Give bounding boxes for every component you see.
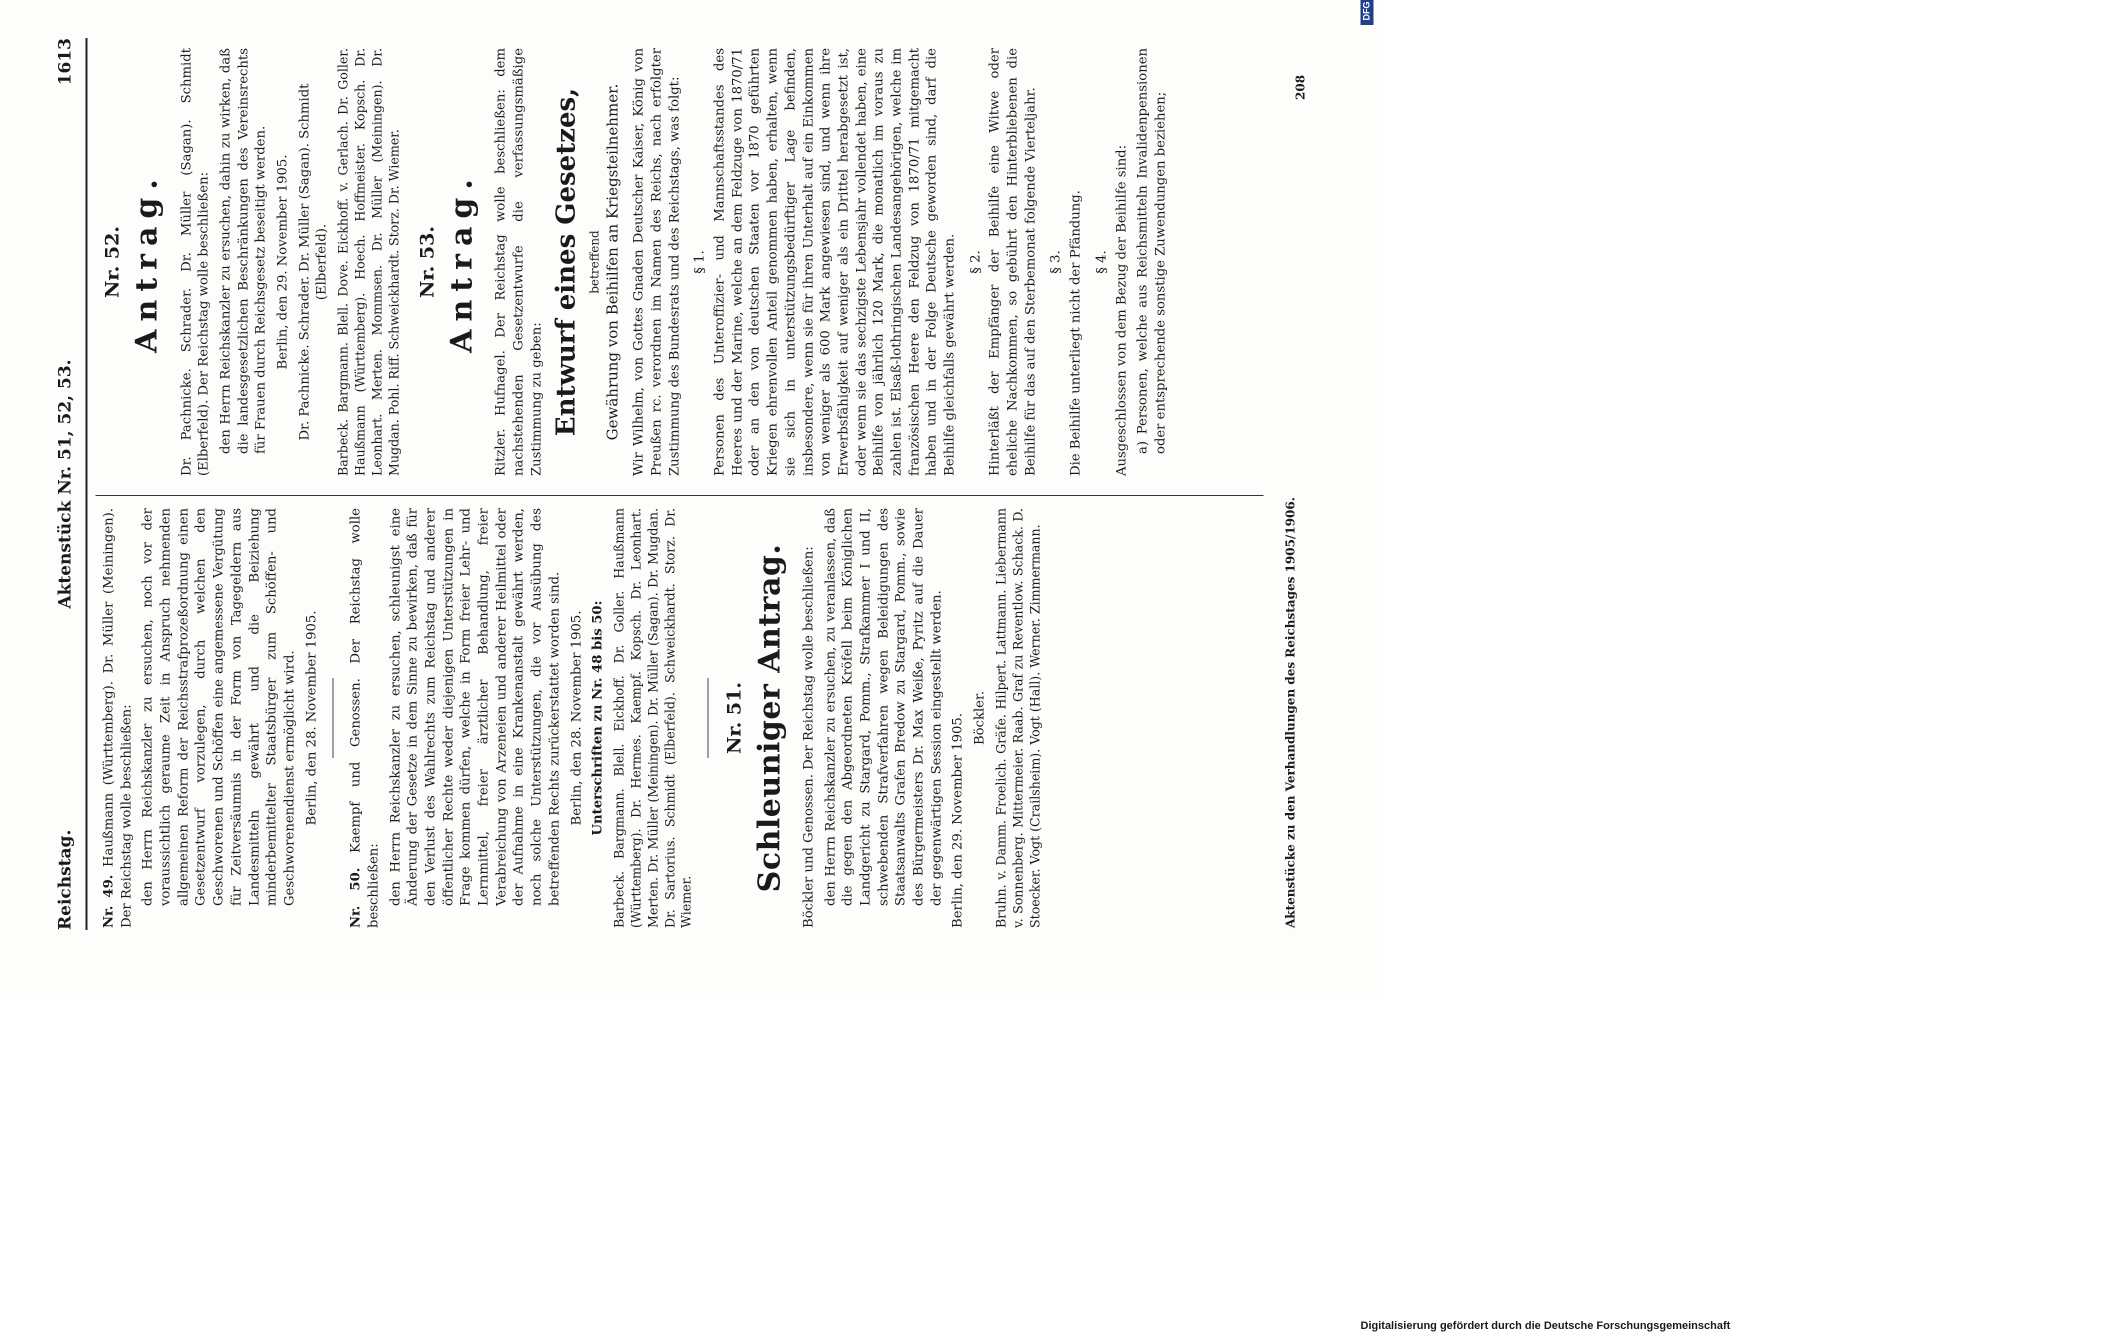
nr53-title: Antrag. (444, 171, 480, 353)
nr50-lead (347, 508, 382, 928)
law-preamble: Wir Wilhelm, von Gottes Gnaden Deutscher Kaiser, König von Preußen rc. verordnen im Namen des Reichs, nach erfolgter Zustimmung des Bundesrats und des Reichstags, was folgt: (631, 48, 682, 476)
header-left: Reichstag. (55, 829, 75, 930)
left-column (100, 508, 1047, 928)
column-divider (95, 495, 1263, 496)
section-3-text: Die Beihilfe unterliegt nicht der Pfändung. (1068, 190, 1084, 476)
nr49-lead (100, 508, 135, 928)
nr52-label: Nr. 52. (101, 226, 123, 298)
footer-page-number: 208 (1293, 74, 1307, 100)
nr51-lead: Böckler und Genossen. Der Reichstag wolle beschließen: (800, 546, 816, 928)
nr52-date: Berlin, den 29. November 1905. (275, 154, 291, 370)
section-2-heading: § 2. (967, 250, 983, 274)
dfg-logo: DFG (1360, 0, 1373, 25)
separator (707, 678, 708, 758)
header-center: Aktenstück Nr. 51, 52, 53. (55, 359, 75, 609)
header-page-number: 1613 (55, 38, 75, 86)
section-4-item-a: a) Personen, welche aus Reichsmitteln Invalidenpensionen oder entsprechende sonstige Zuwendungen beziehen; (1135, 48, 1168, 454)
section-2-text: Hinterläßt der Empfänger der Beihilfe eine Witwe oder eheliche Nachkommen, so gebührt den Hinterbliebenen die Beihilfe für das auf den Sterbemonat folgende Vierteljahr. (987, 48, 1038, 476)
nr52-signers: Dr. Pachnicke. Schrader. Dr. Müller (Sagan). Schmidt (Elberfeld). (296, 83, 330, 441)
nr52-title: Antrag. (129, 171, 165, 353)
nr53-label: Nr. 53. (415, 226, 438, 298)
nr50-label: Nr. 50. (348, 867, 364, 928)
nr50-date: Berlin, den 28. November 1905. (568, 610, 584, 826)
signatures-48-50: Barbeck. Bargmann. Blell. Eickhoff. Dr. Goller. Haußmann (Württemberg). Dr. Hermes. Kaempf. Kopsch. Dr. Leonhart. Merten. Dr. Müller (Meiningen). Dr. Müller (Sagan). Dr. Mugdan. Dr. Sartorius. Schmidt (Elberfeld). Schweickhardt. Storz. Dr. Wiemer. (610, 508, 694, 928)
section-1-text: Personen des Unteroffizier- und Mannschaftsstandes des Heeres und der Marine, welche an dem Feldzuge von 1870/71 oder an den von deutschen Staaten vor 1870 geführten Kriegen ehrenvollen Anteil genommen haben, erhalten, wenn sie sich in unterstützungsbedürftiger Lage befinden, insbesondere, wenn sie für ihren Unterhalt auf ein Einkommen von weniger als 600 Mark angewiesen sind, und wenn ihre Erwerbsfähigkeit auf weniger als ein Drittel herabgesetzt ist, oder wenn sie das sechzigste Lebensjahr vollendet haben, eine Beihilfe von jährlich 120 Mark, die monatlich im voraus zu zahlen ist. Elsaß-lothringischen Landesangehörigen, welche im französischen Heere den Feldzug von 1870/71 mitgemacht haben und in der Folge Deutsche geworden sind, darf die Beihilfe gleichfalls gewährt werden. (712, 48, 958, 476)
signatures-title: Unterschriften zu Nr. 48 bis 50: (590, 600, 606, 836)
nr52-signatures: Barbeck. Bargmann. Blell. Dove. Eickhoff. v. Gerlach. Dr. Goller. Haußmann (Württemberg). Hoech. Hoffmeister. Kopsch. Dr. Leonhart. Merten. Mommsen. Dr. Müller (Meiningen). Dr. Mugdan. Pohl. Riff. Schweickhardt. Storz. Dr. Wiemer. (335, 48, 401, 476)
nr50-body: den Herrn Reichskanzler zu ersuchen, schleunigst eine Änderung der Gesetze in dem Sinne zu bewirken, daß für den Verlust des Wahlrechts zum Reichstag und anderer öffentlicher Rechte weder diejenigen Unterstützungen in Frage kommen dürfen, welche in Form freier Lehr- und Lernmittel, freier ärztlicher Behandlung, freier Verabreichung von Arzeneien und anderer Heilmittel oder der Aufnahme in eine Krankenanstalt gewährt werden, noch solche Unterstützungen, die vor Ausübung des betreffenden Rechts zurückerstattet worden sind. (387, 508, 562, 906)
running-header (55, 38, 85, 930)
section-1-heading: § 1. (692, 250, 708, 274)
nr51-signer: Böckler. (972, 690, 988, 746)
nr51-title: Schleuniger Antrag. (751, 543, 787, 893)
header-rule (85, 38, 87, 930)
law-betreffend: betreffend (587, 230, 602, 294)
nr49-body: den Herrn Reichskanzler zu ersuchen, noch vor der voraussichtlich geraume Zeit in Anspruch nehmenden allgemeinen Reform der Reichsstrafprozeßordnung einen Gesetzentwurf vorzulegen, durch welchen den Geschworenen und Schöffen eine angemessene Vergütung für Zeitversäumnis in der Form von Tagegeldern aus Landesmitteln gewährt und die Beiziehung minderbemittelter Staatsbürger zum Schöffen- und Geschworenendienst ermöglicht wird. (140, 508, 297, 906)
nr49-lead-text: Haußmann (Württemberg). Dr. Müller (Meiningen). Der Reichstag wolle beschließen: (101, 508, 134, 928)
nr49-label: Nr. 49. (101, 874, 116, 928)
law-title: Entwurf eines Gesetzes, (551, 87, 582, 437)
law-subject: Gewährung von Beihilfen an Kriegsteilnehmer. (603, 83, 622, 441)
digitization-note: Digitalisierung gefördert durch die Deutsche Forschungsgemeinschaft (1360, 1320, 1730, 1332)
nr49-date: Berlin, den 28. November 1905. (303, 610, 319, 826)
nr51-date: Berlin, den 29. November 1905. (950, 713, 966, 928)
nr52-lead: Dr. Pachnicke. Schrader. Dr. Müller (Sagan). Schmidt (Elberfeld). Der Reichstag wolle beschließen: (178, 48, 212, 476)
nr51-signatures: Bruhn. v. Damm. Froelich. Gräfe. Hilpert. Lattmann. Liebermann v. Sonnenberg. Mittermeier. Raab. Graf zu Reventlow. Schack. D. Stoecker. Vogt (Crailsheim). Vogt (Hall). Werner. Zimmermann. (992, 508, 1042, 928)
footer-title: Aktenstücke zu den Verhandlungen des Reichstages 1905/1906. (1283, 497, 1297, 928)
nr51-label: Nr. 51. (723, 682, 746, 754)
nr50-lead-text: Kaempf und Genossen. Der Reichstag wolle beschließen: (348, 508, 381, 928)
right-column (100, 48, 1174, 476)
section-4-heading: § 4. (1093, 250, 1109, 274)
section-4-text: Ausgeschlossen von dem Bezug der Beihilfe sind: (1113, 144, 1129, 476)
section-3-heading: § 3. (1048, 250, 1064, 274)
nr53-lead: Ritzler. Hufnagel. Der Reichstag wolle beschließen: dem nachstehenden Gesetzentwurfe die verfassungsmäßige Zustimmung zu geben: (493, 48, 544, 476)
nr51-body: den Herrn Reichskanzler zu ersuchen, zu veranlassen, daß die gegen den Abgeordneten Kröfell beim Königlichen Landgericht zu Stargard, Pomm., Strafkammer I und II, schwebenden Strafverfahren wegen Beleidigungen des Staatsanwalts Grafen Bredow zu Stargard, Pomm., sowie des Bürgermeisters Dr. Max Weiße, Pyritz auf die Dauer der gegenwärtigen Session eingestellt werden. (822, 508, 944, 906)
nr52-body: den Herrn Reichskanzler zu ersuchen, dahin zu wirken, daß die landesgesetzlichen Beschränkungen des Vereinsrechts für Frauen durch Reichsgesetz beseitigt werden. (218, 48, 269, 454)
separator (332, 678, 333, 758)
